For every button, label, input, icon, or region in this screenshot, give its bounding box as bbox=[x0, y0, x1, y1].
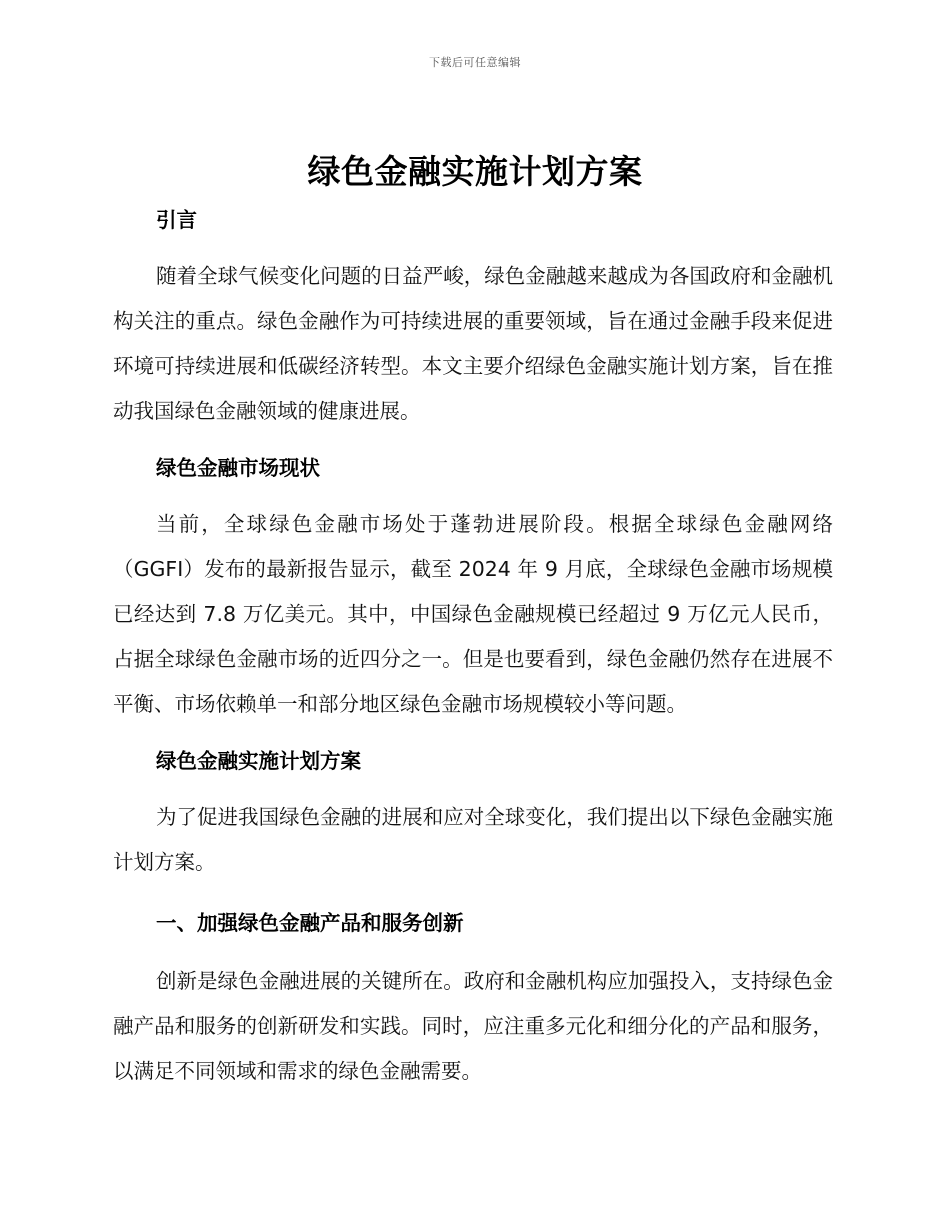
section-heading-introduction: 引言 bbox=[156, 208, 197, 232]
section-heading-product-innovation: 一、加强绿色金融产品和服务创新 bbox=[156, 911, 464, 935]
document-title: 绿色金融实施计划方案 bbox=[307, 152, 643, 191]
header-note: 下载后可任意编辑 bbox=[429, 56, 521, 69]
section-heading-market-status: 绿色金融市场现状 bbox=[156, 456, 320, 480]
section-paragraph-product-innovation: 创新是绿色金融进展的关键所在。政府和金融机构应加强投入，支持绿色金融产品和服务的创新研发和实践。同时，应注重多元化和细分化的产品和服务，以满足不同领域和需求的绿色金融需要。 bbox=[113, 969, 833, 1083]
section-paragraph-implementation-plan: 为了促进我国绿色金融的进展和应对全球变化，我们提出以下绿色金融实施计划方案。 bbox=[113, 805, 833, 874]
section-paragraph-introduction: 随着全球气候变化问题的日益严峻，绿色金融越来越成为各国政府和金融机构关注的重点。绿色金融作为可持续进展的重要领域，旨在通过金融手段来促进环境可持续进展和低碳经济转型。本文主要介绍绿色金融实施计划方案，旨在推动我国绿色金融领域的健康进展。 bbox=[113, 264, 833, 423]
document-body bbox=[113, 198, 833, 1094]
section-heading-implementation-plan: 绿色金融实施计划方案 bbox=[156, 749, 361, 773]
section-paragraph-market-status: 当前，全球绿色金融市场处于蓬勃进展阶段。根据全球绿色金融网络（GGFI）发布的最新报告显示，截至 2024 年 9 月底，全球绿色金融市场规模已经达到 7.8 万亿美元。其中，中国绿色金融规模已经超过 9 万亿元人民币，占据全球绿色金融市场的近四分之一。但是也要看到，绿色金融仍然存在进展不平衡、市场依赖单一和部分地区绿色金融市场规模较小等问题。 bbox=[113, 512, 833, 716]
